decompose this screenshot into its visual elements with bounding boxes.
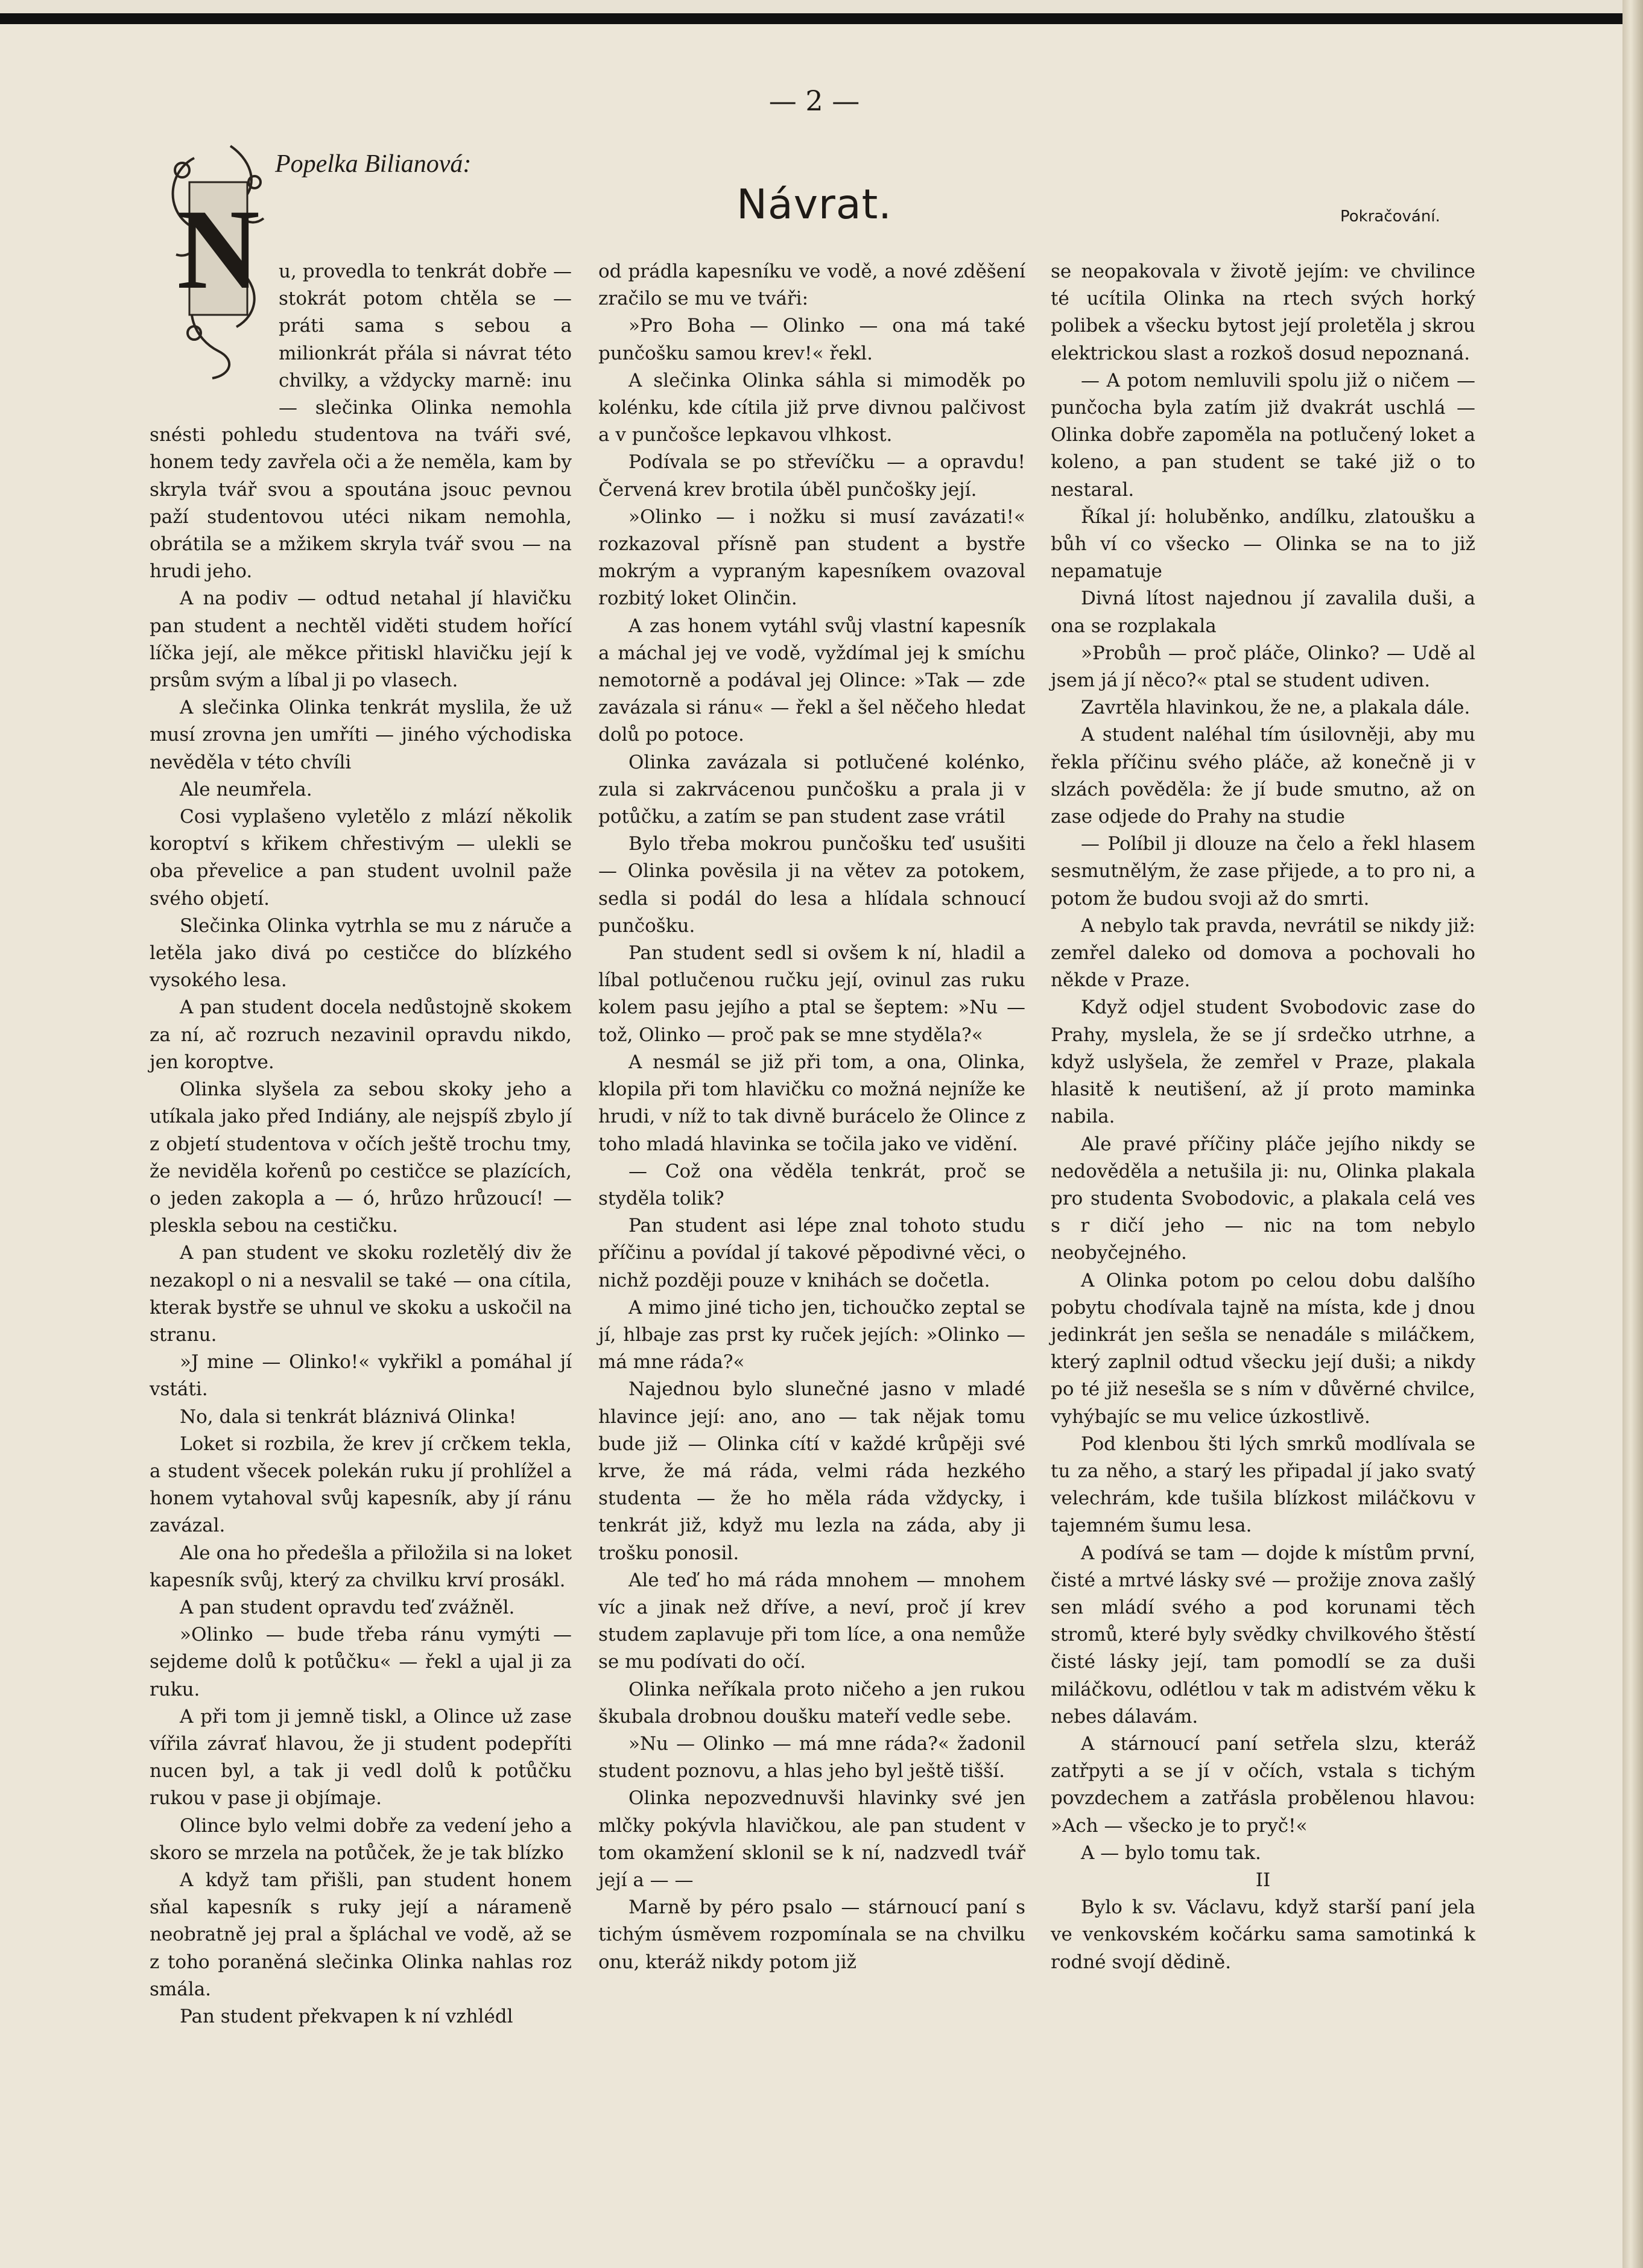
paragraph: Říkal jí: holuběnko, andílku, zlatoušku a bůh ví co všecko — Olinka se na to již nepamatuje <box>1051 505 1475 583</box>
paragraph: Olinka neříkala proto ničeho a jen rukou škubala drobnou doušku mateří vedle sebe. <box>598 1678 1025 1728</box>
paragraph: A zas honem vytáhl svůj vlastní kapesník a máchal jej ve vodě, vyždímal jej k smíchu nemotorně a podával jej Olince: »Tak — zde zavázala si ránu« — řekl a šel něčeho hledat dolů po potoce. <box>598 615 1025 746</box>
paragraph: Ale pravé příčiny pláče jejího nikdy se nedověděla a netušila ji: nu, Olinka plakala pro studenta Svobodovic, a plakala celá ves s r dičí jeho — nic na tom nebylo neobyčejného. <box>1051 1133 1475 1264</box>
paragraph: Bylo k sv. Václavu, když starší paní jela ve venkovském kočárku sama samotinká k rodné svojí dědině. <box>1051 1896 1475 1973</box>
paragraph: Olinka nepozvednuvši hlavinky své jen mlčky pokývla hlavičkou, ale pan student v tom okamžení sklonil se k ní, nadzvedl tvář její a — — <box>598 1787 1025 1891</box>
paragraph: A slečinka Olinka sáhla si mimoděk po kolénku, kde cítila již prve divnou palčivost a v punčošce lepkavou vlhkost. <box>598 369 1025 446</box>
page-binding-edge <box>1622 0 1643 2268</box>
paragraph: od prádla kapesníku ve vodě, a nové zděšení zračilo se mu ve tváři: <box>598 261 1025 310</box>
paragraph: Pod klenbou šti lých smrků modlívala se tu za něho, a starý les připadal jí jako svatý velechrám, kde tušila blízkost miláčkovu v tajemném šumu lesa. <box>1051 1433 1475 1537</box>
paragraph: A pan student ve skoku rozletělý div že nezakopl o ni a nesvalil se také — ona cítila, kterak bystře se uhnul ve skoku a uskočil na stranu. <box>150 1242 572 1346</box>
paragraph: »Probůh — proč pláče, Olinko? — Udě al jsem já jí něco?« ptal se student udiven. <box>1051 642 1475 692</box>
article-title: Návrat. <box>736 181 892 229</box>
paragraph: — Políbil ji dlouze na čelo a řekl hlasem sesmutnělým, že zase přijede, a to pro ni, a potom že budou svoji až do smrti. <box>1051 833 1475 910</box>
column-2 <box>598 258 1025 1976</box>
paragraph: Slečinka Olinka vytrhla se mu z náruče a letěla jako divá po cestičce do blízkého vysokého lesa. <box>150 914 572 992</box>
page-number: — 2 — <box>768 84 860 117</box>
initial-letter: N <box>177 186 260 313</box>
paragraph: »J mine — Olinko!« vykřikl a pomáhal jí vstáti. <box>150 1351 572 1401</box>
paragraph: — Což ona věděla tenkrát, proč se styděla tolik? <box>598 1160 1025 1209</box>
paragraph: »Olinko — bude třeba ránu vymýti — sejdeme dolů k potůčku« — řekl a ujal ji za ruku. <box>150 1624 572 1700</box>
paragraph: A student naléhal tím úsilovněji, aby mu řekla příčinu svého pláče, až konečně ji v slzách pověděla: že jí bude smutno, až on zase odjede do Prahy na studie <box>1051 724 1475 828</box>
paragraph: Když odjel student Svobodovic zase do Prahy, myslela, že se jí srdečko utrhne, a když uslyšela, že zemřel v Praze, plakala hlasitě k neutišení, až jí proto maminka nabila. <box>1051 996 1475 1128</box>
paragraph: A při tom ji jemně tiskl, a Olince už zase vířila závrať hlavou, že ji student podepříti nucen byl, a tak ji vedl dolů k potůčku rukou v pase ji objímaje. <box>150 1705 572 1810</box>
paragraph: Loket si rozbila, že krev jí crčkem tekla, a student všecek polekán ruku jí prohlížel a honem vytahoval svůj kapesník, aby jí ránu zavázal. <box>150 1433 572 1537</box>
paragraph: — A potom nemluvili spolu již o ničem — punčocha byla zatím již dvakrát uschlá — Olinka dobře zapoměla na potlučený loket a koleno, a pan student se také již o to nestaral. <box>1051 369 1475 501</box>
continued-label: Pokračování. <box>1340 207 1440 226</box>
paragraph: Ale teď ho má ráda mnohem — mnohem víc a jinak než dříve, a neví, proč jí krev studem zaplavuje při tom líce, a ona nemůže se mu podívati do očí. <box>598 1569 1025 1673</box>
paragraph: A Olinka potom po celou dobu dalšího pobytu chodívala tajně na místa, kde j dnou jedinkrát jen sešla se nenadále s miláčkem, který zaplnil odtud všecku její duši; a nikdy po té již nesešla se s ním v důvěrné chvilce, vyhýbajíc se mu velice úzkostlivě. <box>1051 1269 1475 1428</box>
paragraph: Divná lítost najednou jí zavalila duši, a ona se rozplakala <box>1051 588 1475 637</box>
paragraph: Bylo třeba mokrou punčošku teď usušiti — Olinka pověsila ji na větev za potokem, sedla si podál do lesa a hlídala schnoucí punčošku. <box>598 833 1025 937</box>
paragraph: A pan student docela nedůstojně skokem za ní, ač rozruch nezavinil opravdu nikdo, jen koroptve. <box>150 996 572 1073</box>
paragraph: »Olinko — i nožku si musí zavázati!« rozkazoval přísně pan student a bystře mokrým a vypraným kapesníkem ovazoval rozbitý loket Olinčin. <box>598 505 1025 610</box>
paragraph: »Nu — Olinko — má mne ráda?« žadonil student poznovu, a hlas jeho byl ještě tišší. <box>598 1732 1025 1782</box>
paragraph: u, provedla to tenkrát dobře — stokrát potom chtěla se — práti sama s sebou a milionkrát přála si návrat této chvilky, a vždycky marně: inu — slečinka Olinka nemohla snésti pohledu studentova na tváři své, honem tedy zavřela oči a že neměla, kam by skryla tvář svou a spoutána jsouc pevnou paží studentovou utéci nikam nemohla, obrátila se a mžikem skryla tvář svou — na hrudi jeho. <box>150 261 572 583</box>
paragraph: Marně by péro psalo — stárnoucí paní s tichým úsměvem rozpomínala se na chvilku onu, kteráž nikdy potom již <box>598 1896 1025 1973</box>
paragraph: A nebylo tak pravda, nevrátil se nikdy již: zemřel daleko od domova a pochovali ho někde v Praze. <box>1051 914 1475 992</box>
author-name: Popelka Bilianová: <box>275 150 472 178</box>
paragraph: Ale ona ho předešla a přiložila si na loket kapesník svůj, který za chvilku krví prosákl. <box>150 1542 572 1591</box>
column-1 <box>150 258 572 2030</box>
paragraph: A — bylo tomu tak. <box>1081 1842 1261 1864</box>
initial-spacer <box>150 258 279 401</box>
paragraph: Podívala se po střevíčku — a opravdu! Červená krev brotila úběl punčošky její. <box>598 451 1025 501</box>
paragraph: Pan student asi lépe znal tohoto studu příčinu a povídal jí takové pěpodivné věci, o nichž později pouze v knihách se dočetla. <box>598 1215 1025 1291</box>
paragraph: Olinka slyšela za sebou skoky jeho a utíkala jako před Indiány, ale nejspíš zbylo jí z objetí studentova v očích ještě trochu tmy, že neviděla kořenů po cestičce se plazících, o jeden zakopla a — ó, hrůzo hrůzoucí! — pleskla sebou na cestičku. <box>150 1079 572 1237</box>
paragraph: se neopakovala v životě jejím: ve chvilince té ucítila Olinka na rtech svých horký polibek a všecku bytost její proletěla j skrou elektrickou slast a rozkoš dosud nepoznaná. <box>1051 261 1475 364</box>
paragraph: Olince bylo velmi dobře za vedení jeho a skoro se mrzela na potůček, že je tak blízko <box>150 1814 572 1864</box>
paragraph: »Pro Boha — Olinko — ona má také punčošku samou krev!« řekl. <box>598 315 1025 364</box>
paragraph: A mimo jiné ticho jen, tichoučko zeptal se jí, hlbaje zas prst ky ruček jejích: »Olinko — má mne ráda?« <box>598 1296 1025 1373</box>
paragraph: No, dala si tenkrát bláznivá Olinka! <box>180 1405 517 1428</box>
paragraph: Zavrtěla hlavinkou, že ne, a plakala dále. <box>1081 697 1470 719</box>
paragraph: A stárnoucí paní setřela slzu, kteráž zatřpyti a se jí v očích, vstala s tichým povzdechem a zatřásla probělenou hlavou: »Ach — všecko je to pryč!« <box>1051 1732 1475 1837</box>
paragraph: Ale neumřela. <box>180 778 312 800</box>
paragraph: A slečinka Olinka tenkrát myslila, že už musí zrovna jen umříti — jiného východiska nevěděla v této chvíli <box>150 697 572 773</box>
paragraph: Pan student sedl si ovšem k ní, hladil a líbal potlučenou ručku její, ovinul zas ruku kolem pasu jejího a ptal se šeptem: »Nu — tož, Olinko — proč pak se mne styděla?« <box>598 942 1025 1046</box>
paragraph: Olinka zavázala si potlučené kolénko, zula si zakrvácenou punčošku a prala ji v potůčku, a zatím se pan student zase vrátil <box>598 751 1025 828</box>
paragraph: A na podiv — odtud netahal jí hlavičku pan student a nechtěl viděti studem hořící líčka její, ale měkce přitiskl hlavičku její k prsům svým a líbal ji po vlasech. <box>150 588 572 692</box>
column-3 <box>1051 258 1475 1976</box>
paragraph: Najednou bylo slunečné jasno v mladé hlavince její: ano, ano — tak nějak tomu bude již — Olinka cítí v každé krůpěji své krve, že má ráda, velmi ráda hezkého studenta — že ho měla ráda vždycky, i tenkrát již, když mu lezla na záda, aby ji trošku ponosil. <box>598 1378 1025 1564</box>
section-number: II <box>1255 1869 1271 1891</box>
paragraph: A nesmál se již při tom, a ona, Olinka, klopila při tom hlavičku co možná nejníže ke hrudi, v níž to tak divně burácelo že Olince z toho mladá hlavinka se točila jako ve vidění. <box>598 1051 1025 1155</box>
paragraph: Pan student překvapen k ní vzhlédl <box>180 2006 513 2027</box>
paragraph: A když tam přišli, pan student honem sňal kapesník s ruky její a nárameně neobratně jej pral a špláchal ve vodě, až se z toho poraněná slečinka Olinka nahlas roz smála. <box>150 1869 572 2000</box>
paragraph: A podívá se tam — dojde k místům první, čisté a mrtvé lásky své — prožije znova zašlý sen mládí svého a pod korunami těch stromů, které byly svědky chvilkového štěstí čisté lásky její, tam pomodlí se za duši miláčkovu, odlétlou v tak m adistvém věku k nebes dálavám. <box>1051 1542 1475 1728</box>
paragraph: Cosi vyplašeno vyletělo z mlází několik koroptví s křikem chřestivým — ulekli se oba převelice a pan student uvolnil paže svého objetí. <box>150 806 572 910</box>
paragraph: A pan student opravdu teď zvážněl. <box>180 1596 515 1618</box>
